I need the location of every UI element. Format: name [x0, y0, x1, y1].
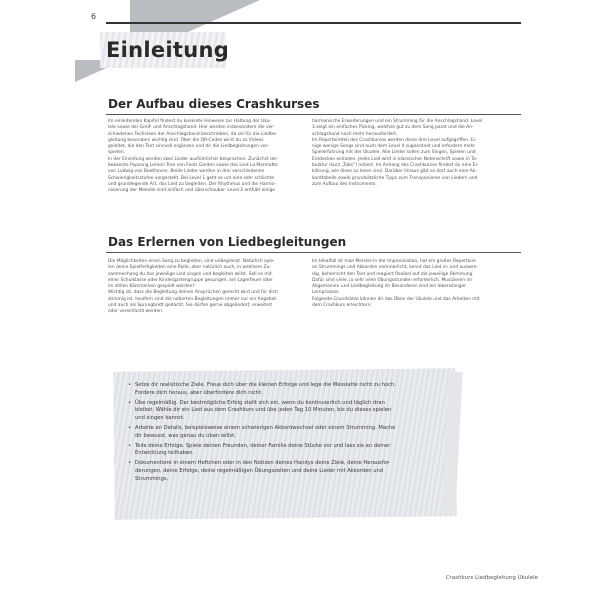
bullet-icon: •: [128, 399, 132, 406]
footer-brand: Crashkurs: [445, 575, 474, 581]
paragraph: harmonische Erweiterungen und ein Strumming für die Anschlagshand. Level 3 zeigt ein einfaches Picking, welches gut zu dem Song passt und die An- schlagshand noch mehr herausfordert.: [312, 119, 483, 137]
list-item: [128, 443, 443, 459]
paragraph: Im Idealfall ist man Meister:in der Improvisation, hat ein großes Repertoire an Strummings und Akkorden verinnerlicht, kennt das Lied in- und auswen- dig, beherrscht den Text und reagiert flexibel auf die jeweilige Stimmung. Dafür sind viele, ja sehr viele Übungsstunden erforderlich. Musizieren im Allgemeinen und Liedbegleitung im Besonderen sind ein lebenslanger Lernprozess.: [312, 259, 478, 296]
list-item: [128, 400, 443, 423]
section-rule: [106, 252, 521, 253]
section-aufbau-left-column: [108, 119, 304, 195]
paragraph: Die Möglichkeiten einen Song zu begleiten, sind unbegrenzt. Natürlich spie- len deine Spielfertigkeiten eine Rolle, aber natürlich auch, in welchem Zu- sammenhang du das jeweilige Lied singen und begleiten willst. Soll es mit einer Schulklasse oder Kindergartengruppe gesungen, am Lagerfeuer oder im stillen Kämmerlein gespielt werden?: [108, 259, 275, 290]
tip-text: Dokumentiere in einem Heftchen oder in den Notizen deines Handys deine Ziele, deine Herausfor- derungen, deine Erfolge, deine regelmäßigen Übungszeiten und deine Lieder mit Akkorden und Strummings.: [135, 460, 391, 482]
list-item: [128, 382, 443, 398]
paragraph: Wichtig ist, dass die Begleitung deinen Ansprüchen gerecht wird und für dich stimmig ist. Insofern sind die notierten Begleitungen immer nur ein Angebot und auch als Sprungbrett gedacht. Sie dürfen gerne abgeändert, erweitert oder vereinfacht werden.: [108, 290, 278, 315]
tip-text: Setze dir realistische Ziele. Freue dich über die kleinen Erfolge und lege die Messlatte nicht zu hoch. Fordere dich heraus, aber überfordere dich nicht.: [135, 382, 396, 396]
paragraph: Im Repertoireteil des Crashkurses werden diese drei Level aufgegriffen. Ei- nige wenige Songs sind auch dem Level 4 zugeordnet und erfordern mehr Spielerfahrung mit der Ukulele. Alle Lieder sollen zum Singen, Spielen und Entdecken einladen. Jedes Lied wird in klassischer Notenschrift sowie in Ta- bulatur (kurz „Tabs“) notiert. Im Anhang des Crashkurses findest du eine Er- klärung, wie diese zu lesen sind. Darüber hinaus gibt es dort auch eine Ak- kordtabelle sowie grundsätzliche Tipps zum Transponieren von Liedern und zum Aufbau des Instruments.: [312, 137, 479, 187]
bullet-icon: •: [128, 460, 132, 467]
section-aufbau-right-column: [312, 119, 517, 188]
bullet-icon: •: [128, 424, 132, 431]
chapter-title: Einleitung: [106, 38, 230, 62]
top-rule: [106, 22, 521, 24]
bullet-icon: •: [128, 382, 132, 388]
bullet-icon: •: [128, 442, 132, 449]
page-number: 6: [91, 12, 97, 21]
tip-text: Teile deine Erfolge. Spiele deinen Freunden, deiner Familie deine Stücke vor und lass sie an deiner Entwicklung teilhaben.: [135, 442, 391, 457]
section-erlernen-left-column: [108, 259, 304, 316]
paragraph: In der Einleitung werden zwei Lieder ausführlicher besprochen. Zunächst der bekannte Popsong Lemon Tree von Fools Garden sowie das Lied La Marmotte von Ludwig van Beethoven. Beide Lieder werden in drei verschiedenen Schwierigkeitsstufen vorgestellt. Bei Level 1 geht es um eine sehr schlichte und grundlegende Art, das Lied zu begleiten. Der Rhythmus und die Harmo- nisierung der Melodie sind einfach und überschaubar. Level 2 enthält einige: [108, 156, 278, 194]
page-footer: [446, 575, 538, 581]
section-heading-erlernen: Das Erlernen von Liedbegleitungen: [108, 235, 347, 249]
list-item: [128, 425, 443, 441]
footer-title: Liedbegleitung Ukulele: [475, 575, 538, 581]
paragraph: Im einleitenden Kapitel findest du konkrete Hinweise zur Haltung der Uku- lele sowie der Greif- und Anschlagshand. Hier werden insbesondere die ver- schiedenen Techniken der Anschlagshand beschrieben, da sie für die Liedbe- gleitung besonders wichtig sind. Über die QR-Codes wirst du zu Videos geleitet, die den Text sinnvoll ergänzen und dir die Liedbegleitungen vor- spielen.: [108, 119, 278, 156]
section-erlernen-right-column: [312, 259, 517, 309]
tip-text: Arbeite an Details, beispielsweise einem schwierigen Akkordwechsel oder einem Strumming. Mache dir bewusst, was genau du üben willst.: [135, 424, 396, 439]
tips-list: [128, 382, 443, 486]
section-rule: [106, 114, 521, 115]
section-heading-aufbau: Der Aufbau dieses Crashkurses: [108, 97, 320, 111]
paragraph: Folgende Grundsätze können dir das Üben der Ukulele und das Arbeiten mit dem Crashkurs erleichtern:: [312, 296, 480, 309]
tip-text: Übe regelmäßig. Der bestmögliche Erfolg stellt sich ein, wenn du kontinuierlich und täglich dran bleibst. Wähle dir ein Lied aus dem Crashkurs und übe jeden Tag 10 Minuten, bis du dieses spielen und singen kannst.: [135, 399, 392, 422]
list-item: [128, 460, 443, 483]
